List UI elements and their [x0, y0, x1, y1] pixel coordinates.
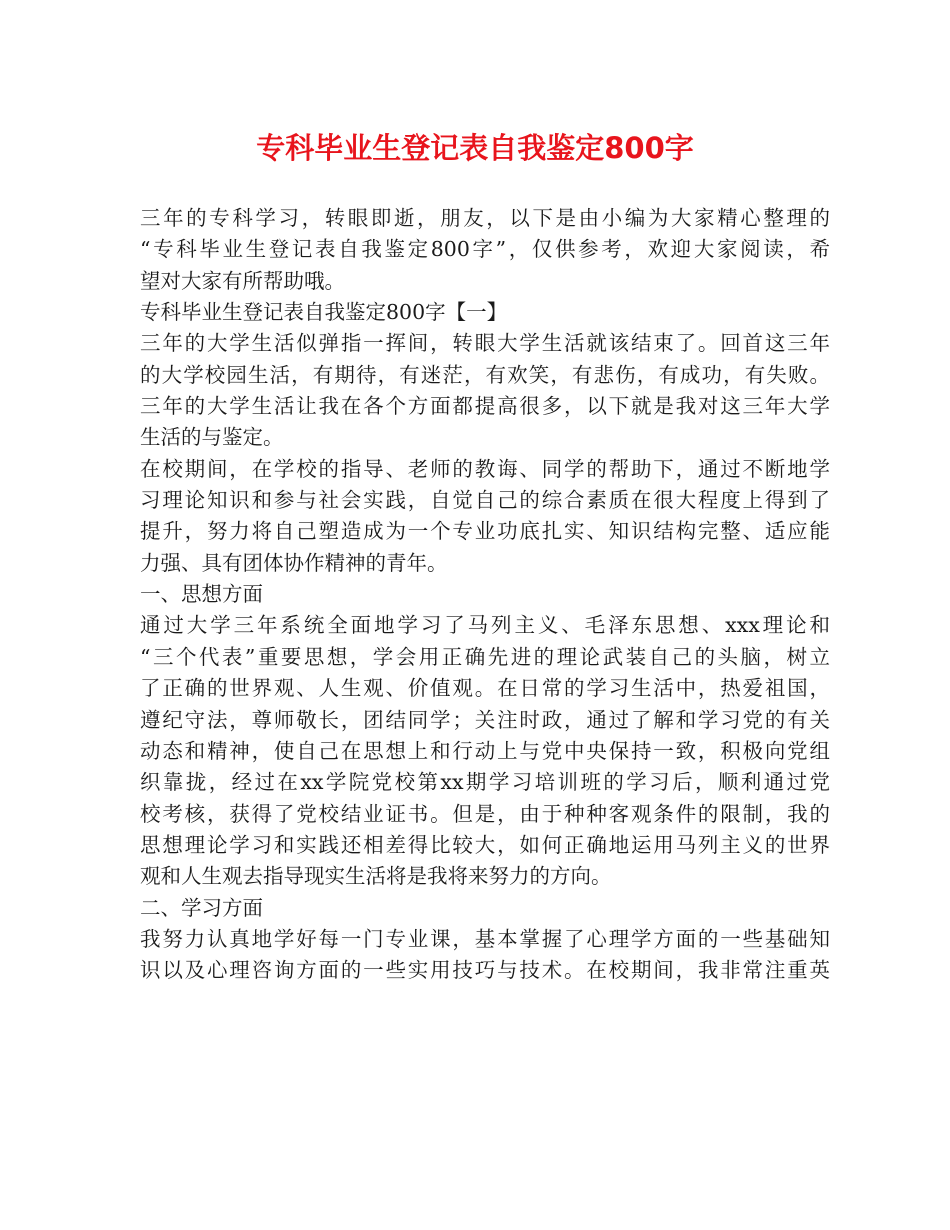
- text-line: 织靠拢，经过在xx学院党校第xx期学习培训班的学习后，顺利通过党: [140, 770, 830, 795]
- text-line: 通过大学三年系统全面地学习了马列主义、毛泽东思想、xxx理论和: [140, 613, 830, 638]
- text-line: 我努力认真地学好每一门专业课，基本掌握了心理学方面的一些基础知: [140, 926, 830, 951]
- text-line: 力强、具有团体协作精神的青年。: [140, 550, 448, 575]
- document-title: 专科毕业生登记表自我鉴定800字: [256, 131, 694, 165]
- text-line: 校考核，获得了党校结业证书。但是，由于种种客观条件的限制，我的: [140, 801, 830, 826]
- section-heading: 一、思想方面: [140, 582, 263, 607]
- text-line: “三个代表”重要思想，学会用正确先进的理论武装自己的头脑，树立: [140, 644, 830, 669]
- text-line: 识以及心理咨询方面的一些实用技巧与技术。在校期间，我非常注重英: [140, 958, 830, 983]
- text-line: 习理论知识和参与社会实践，自觉自己的综合素质在很大程度上得到了: [140, 488, 830, 513]
- text-line: 在校期间，在学校的指导、老师的教诲、同学的帮助下，通过不断地学: [140, 456, 830, 481]
- text-line: 望对大家有所帮助哦。: [140, 268, 345, 293]
- text-line: 的大学校园生活，有期待，有迷茫，有欢笑，有悲伤，有成功，有失败。: [140, 362, 830, 387]
- text-line: 生活的与鉴定。: [140, 425, 284, 450]
- text-line: 三年的大学生活让我在各个方面都提高很多，以下就是我对这三年大学: [140, 394, 830, 419]
- text-line: 观和人生观去指导现实生活将是我将来努力的方向。: [140, 864, 612, 889]
- text-line: 了正确的世界观、人生观、价值观。在日常的学习生活中，热爱祖国，: [140, 676, 830, 701]
- text-line: 动态和精神，使自己在思想上和行动上与党中央保持一致，积极向党组: [140, 738, 830, 763]
- text-line: 思想理论学习和实践还相差得比较大，如何正确地运用马列主义的世界: [140, 832, 830, 857]
- text-line: 遵纪守法，尊师敬长，团结同学；关注时政，通过了解和学习党的有关: [140, 707, 830, 732]
- text-line: 三年的专科学习，转眼即逝，朋友，以下是由小编为大家精心整理的: [140, 206, 830, 230]
- text-line: 提升，努力将自己塑造成为一个专业功底扎实、知识结构完整、适应能: [140, 519, 830, 544]
- section-heading: 二、学习方面: [140, 895, 263, 920]
- text-line: “专科毕业生登记表自我鉴定800字”，仅供参考，欢迎大家阅读，希: [140, 237, 830, 262]
- section-heading: 专科毕业生登记表自我鉴定800字【一】: [140, 300, 508, 325]
- document-body: [140, 203, 830, 987]
- text-line: 三年的大学生活似弹指一挥间，转眼大学生活就该结束了。回首这三年: [140, 331, 830, 356]
